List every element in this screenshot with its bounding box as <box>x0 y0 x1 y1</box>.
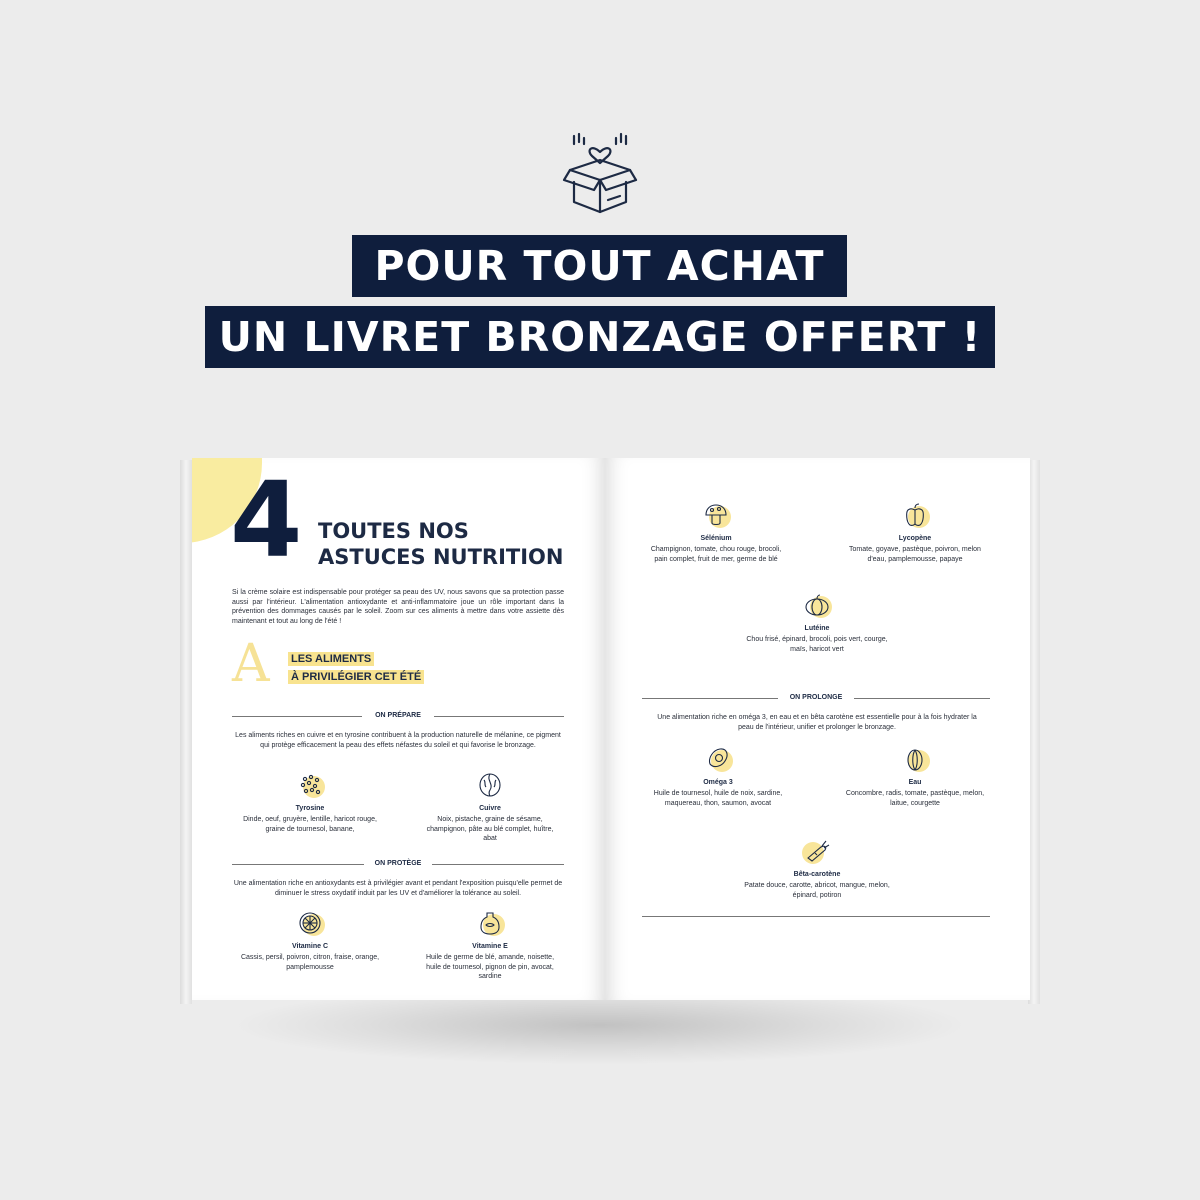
intro-paragraph: Si la crème solaire est indispensable pour protéger sa peau des UV, nous savons que sa protection passe aussi par l'intérieur. L'alimentation antioxydante et anti-inflammatoire joue un rôle important dans la prévention des dommages causés par le soleil. Zoom sur ces aliments à mettre dans votre assiette dès maintenant et tout au long de l'été ! <box>232 589 564 625</box>
section-number: 4 <box>230 459 303 581</box>
food-list: Tomate, goyave, pastèque, poivron, melon d'eau, pamplemousse, papaye <box>849 546 981 563</box>
food-item-vitamine-e <box>420 910 560 982</box>
food-item-beta-carotene <box>743 838 891 900</box>
lemon-slice-icon <box>297 910 323 936</box>
food-name: Oméga 3 <box>703 779 733 786</box>
mushroom-icon <box>703 502 729 528</box>
food-item-omega-3 <box>647 746 789 808</box>
left-page-edge <box>180 460 192 1004</box>
food-list: Patate douce, carotte, abricot, mangue, melon, épinard, potiron <box>744 882 890 899</box>
promo-banner-line-2: UN LIVRET BRONZAGE OFFERT ! <box>205 306 995 368</box>
divider-label-prepare: ON PRÉPARE <box>362 712 434 719</box>
food-name: Lutéine <box>804 625 830 632</box>
food-name: Bêta-carotène <box>793 871 841 878</box>
divider-label-prolong: ON PROLONGE <box>778 694 854 701</box>
oil-bottle-icon <box>477 910 503 936</box>
gift-box-heart-icon <box>562 130 638 216</box>
avocado-icon <box>705 746 731 772</box>
food-item-luteine <box>743 592 891 654</box>
food-name: Sélénium <box>700 535 732 542</box>
food-list: Cassis, persil, poivron, citron, fraise, orange, pamplemousse <box>240 954 380 971</box>
booklet-right-page <box>605 458 1030 1000</box>
food-name: Lycopène <box>898 535 932 542</box>
food-item-cuivre <box>420 772 560 844</box>
prolong-paragraph: Une alimentation riche en oméga 3, en eau et en bêta carotène est essentielle pour à la fois hydrater la peau de l'intérieur, unifier et prolonger le bronzage. <box>657 714 977 731</box>
food-list: Champignon, tomate, chou rouge, brocoli, pain complet, fruit de mer, germe de blé <box>650 546 782 563</box>
subsection-letter: A <box>232 634 270 694</box>
dots-icon <box>297 772 323 798</box>
section-title-line-2: ASTUCES NUTRITION <box>318 545 564 569</box>
food-list: Huile de germe de blé, amande, noisette, huile de tournesol, pignon de pin, avocat, sardine <box>425 954 555 981</box>
divider-label-protect: ON PROTÈGE <box>364 860 432 867</box>
food-name: Tyrosine <box>295 805 325 812</box>
subsection-title-line-2: À PRIVILÉGIER CET ÉTÉ <box>288 670 424 684</box>
food-name: Vitamine E <box>472 943 508 950</box>
food-name: Eau <box>908 779 922 786</box>
section-title-line-1: TOUTES NOS <box>318 519 469 543</box>
food-item-vitamine-c <box>240 910 380 972</box>
booklet-left-page <box>192 458 605 1000</box>
watermelon-icon <box>902 746 928 772</box>
carrot-icon <box>804 838 830 864</box>
protect-paragraph: Une alimentation riche en antioxydants est à privilégier avant et pendant l'exposition puisqu'elle permet de diminuer le stress oxydatif induit par les UV et d'améliorer la tolérance au soleil. <box>233 880 563 897</box>
food-name: Vitamine C <box>291 943 329 950</box>
promo-banner-line-1: POUR TOUT ACHAT <box>352 235 847 297</box>
right-page-bottom-rule <box>642 916 990 917</box>
food-list: Chou frisé, épinard, brocoli, pois vert, courge, maïs, haricot vert <box>746 636 888 653</box>
pumpkin-icon <box>804 592 830 618</box>
food-list: Dinde, oeuf, gruyère, lentille, haricot rouge, graine de tournesol, banane, <box>243 816 377 833</box>
food-item-selenium <box>645 502 787 564</box>
food-item-eau <box>841 746 989 808</box>
food-item-tyrosine <box>240 772 380 834</box>
food-list: Huile de tournesol, huile de noix, sardine, maquereau, thon, saumon, avocat <box>653 790 783 807</box>
food-item-lycopene <box>841 502 989 564</box>
walnut-icon <box>477 772 503 798</box>
subsection-title-line-1: LES ALIMENTS <box>288 652 374 666</box>
food-list: Noix, pistache, graine de sésame, champignon, pâte au blé complet, huître, abat <box>426 816 554 843</box>
food-name: Cuivre <box>479 805 501 812</box>
section-title <box>318 518 578 570</box>
prepare-paragraph: Les aliments riches en cuivre et en tyrosine contribuent à la production naturelle de mélanine, ce pigment qui protège efficacement la peau des effets néfastes du soleil et qui favorise le bronzage. <box>235 732 561 749</box>
food-list: Concombre, radis, tomate, pastèque, melon, laitue, courgette <box>845 790 985 807</box>
bell-pepper-icon <box>902 502 928 528</box>
